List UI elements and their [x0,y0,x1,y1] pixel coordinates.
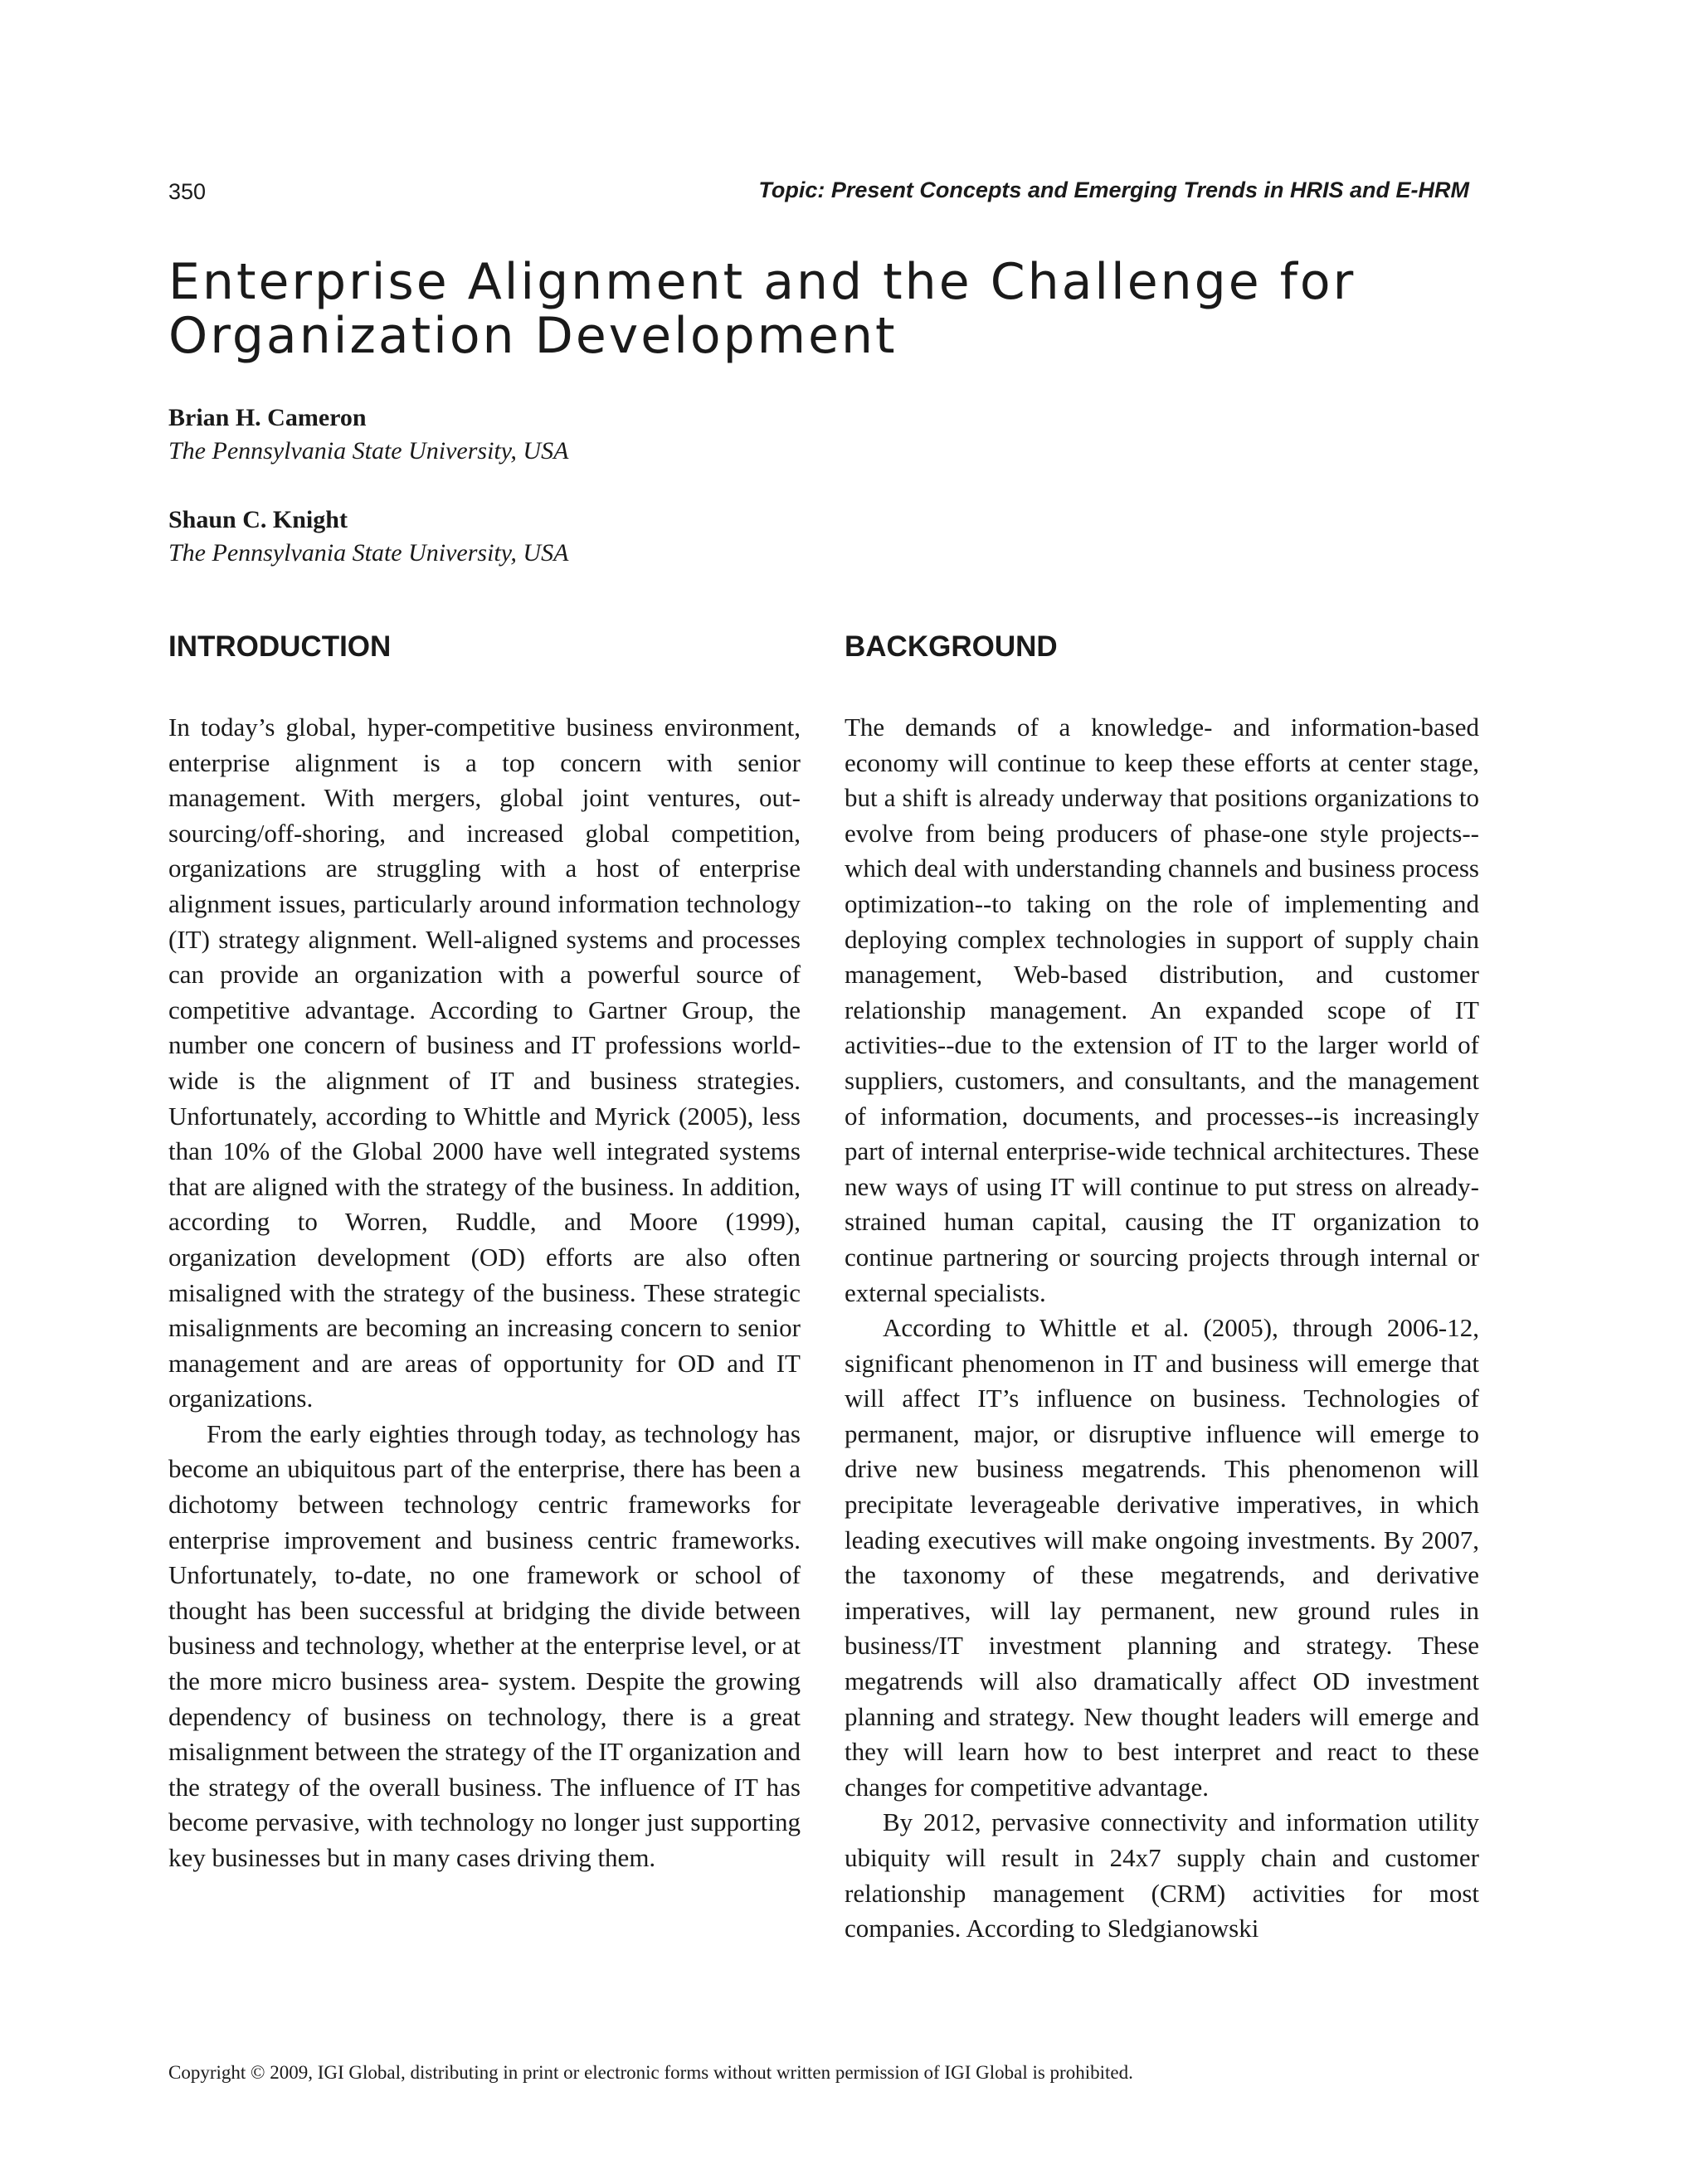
author-entry [168,503,998,570]
introduction-paragraph: In today’s global, hyper-competitive business environment, enterprise alignment is a top concern with senior management. With mergers, global joint ventures, outsourcing/off-shoring, and increased global competition, organizations are struggling with a host of enterprise alignment issues, particularly around information technology (IT) strategy alignment. Well-aligned systems and processes can provide an organization with a powerful source of competitive advantage. According to Gartner Group, the number one concern of business and IT professions world-wide is the alignment of IT and business strategies. Unfortunately, according to Whittle and Myrick (2005), less than 10% of the Global 2000 have well integrated systems that are aligned with the strategy of the business. In addition, according to Worren, Ruddle, and Moore (1999), organization development (OD) efforts are also often misaligned with the strategy of the business. These strategic misalignments are becoming an increasing concern to senior management and are areas of opportunity for OD and IT organizations. [168,713,801,1413]
page-number: 350 [168,179,207,204]
author-entry [168,401,998,468]
background-paragraph: By 2012, pervasive connectivity and information utility ubiquity will result in 24x7 supply chain and customer relationship management (CRM) activities for most companies. According to Sledgianowski [845,1807,1479,1943]
introduction-heading: INTRODUCTION [168,630,392,663]
author-name: Brian H. Cameron [168,404,367,431]
background-heading: BACKGROUND [845,630,1058,663]
author-affiliation: The Pennsylvania State University, USA [168,437,569,465]
background-paragraph: The demands of a knowledge- and information-based economy will continue to keep these efforts at center stage, but a shift is already underway that positions organizations to evolve from being producers of phase-one style projects--which deal with understanding channels and business process optimization--to taking on the role of implementing and deploying complex technologies in support of supply chain management, Web-based distribution, and customer relationship management. An expanded scope of IT activities--due to the extension of IT to the larger world of suppliers, customers, and consultants, and the management of information, documents, and processes--is increasingly part of internal enterprise-wide technical architectures. These new ways of using IT will continue to put stress on already-strained human capital, causing the IT organization to continue partnering or sourcing projects through internal or external specialists. [845,713,1479,1307]
introduction-section [168,629,801,1876]
copyright-notice: Copyright © 2009, IGI Global, distributing in print or electronic forms without written permission of IGI Global is prohibited. [168,2062,1133,2083]
article-title: Enterprise Alignment and the Challenge for Organization Development [168,253,1356,365]
running-head: Topic: Present Concepts and Emerging Trends in HRIS and E-HRM [758,178,1469,202]
author-name: Shaun C. Knight [168,506,348,533]
author-affiliation: The Pennsylvania State University, USA [168,539,569,567]
background-paragraph: According to Whittle et al. (2005), through 2006-12, significant phenomenon in IT and business will emerge that will affect IT’s influence on business. Technologies of permanent, major, or disruptive influence will emerge to drive new business megatrends. This phenomenon will precipitate leverageable derivative imperatives, in which leading executives will make ongoing investments. By 2007, the taxonomy of these megatrends, and derivative imperatives, will lay permanent, new ground rules in business/IT investment planning and strategy. These megatrends will also dramatically affect OD investment planning and strategy. New thought leaders will emerge and they will learn how to best interpret and react to these changes for competitive advantage. [845,1313,1479,1802]
author-block [168,401,998,606]
introduction-paragraph: From the early eighties through today, as technology has become an ubiquitous part of the enterprise, there has been a dichotomy between technology centric frameworks for enterprise improvement and business centric frameworks. Unfortunately, to-date, no one framework or school of thought has been successful at bridging the divide between business and technology, whether at the enterprise level, or at the more micro business area- system. Despite the growing dependency of business on technology, there is a great misalignment between the strategy of the IT organization and the strategy of the overall business. The influence of IT has become pervasive, with technology no longer just supporting key businesses but in many cases driving them. [168,1418,801,1872]
background-section [845,629,1479,1947]
